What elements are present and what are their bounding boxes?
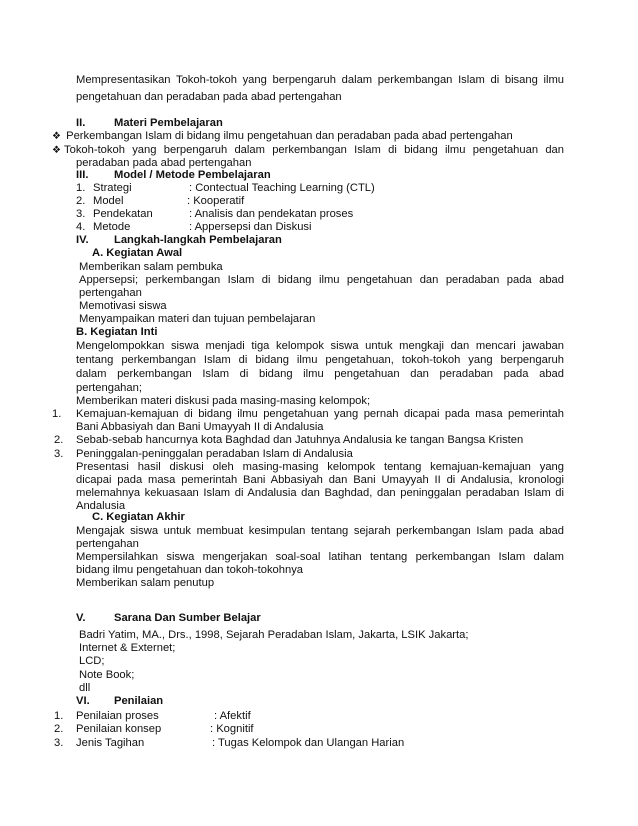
sarana-item: Note Book; — [79, 669, 135, 681]
akhir-line: pertengahan — [76, 538, 139, 550]
sarana-item: LCD; — [79, 655, 105, 667]
inti-list-text: Peninggalan-peninggalan peradaban Islam di Andalusia — [76, 448, 353, 460]
inti-line: melemahnya kekuasaan Islam di Andalusia dan Baghdad, dan peninggalan peradaban Islam di — [76, 487, 564, 499]
model-item-label: Model — [93, 195, 124, 207]
penilaian-item-number: 1. — [54, 710, 64, 722]
inti-line: tentang perkembangan Islam di bidang ilmu pengetahuan, tokoh-tokoh yang berpengaruh — [76, 354, 564, 366]
penilaian-item-number: 3. — [54, 737, 64, 749]
sarana-item: Internet & Externet; — [79, 642, 176, 654]
inti-line: dalam perkembangan Islam di bidang ilmu pengetahuan dan peradaban pada abad — [76, 368, 564, 380]
intro-line-1: Mempresentasikan Tokoh-tokoh yang berpengaruh dalam perkembangan Islam di bisang ilmu — [76, 74, 564, 86]
materi-bullet-1-text: Perkembangan Islam di bidang ilmu pengetahuan dan peradaban pada abad pertengahan — [66, 130, 513, 142]
inti-list-item — [54, 433, 524, 447]
section-iii-heading — [76, 168, 271, 182]
diamond-bullet-icon: ❖ — [52, 131, 61, 142]
awal-line: Appersepsi; perkembangan Islam di bidang ilmu pengetahuan dan peradaban pada abad — [79, 274, 564, 286]
model-item — [76, 181, 375, 195]
model-item-value: : Kooperatif — [187, 195, 245, 207]
materi-bullet-2-line-1: Tokoh-tokoh yang berpengaruh dalam perkembangan Islam di bidang ilmu pengetahuan dan — [64, 144, 564, 156]
section-iii-number: III. — [76, 169, 89, 181]
model-item-value: : Analisis dan pendekatan proses — [189, 208, 354, 220]
materi-bullet-2 — [52, 143, 63, 158]
inti-list-text: Sebab-sebab hancurnya kota Baghdad dan Jatuhnya Andalusia ke tangan Bangsa Kristen — [76, 434, 524, 446]
section-vi-title: Penilaian — [114, 695, 164, 707]
inti-list-item — [52, 407, 61, 421]
kegiatan-inti-heading: B. Kegiatan Inti — [76, 326, 158, 338]
model-item-label: Strategi — [93, 182, 132, 194]
section-vi-heading — [76, 694, 164, 708]
penilaian-item — [54, 736, 405, 750]
sarana-item: Badri Yatim, MA., Drs., 1998, Sejarah Peradaban Islam, Jakarta, LSIK Jakarta; — [79, 629, 469, 641]
section-iii-title: Model / Metode Pembelajaran — [114, 169, 271, 181]
model-item-label: Pendekatan — [93, 208, 153, 220]
penilaian-item-label: Jenis Tagihan — [76, 737, 145, 749]
section-ii-title: Materi Pembelajaran — [114, 117, 223, 129]
section-ii-number: II. — [76, 117, 86, 129]
inti-list-number: 2. — [54, 434, 64, 446]
inti-list-number: 3. — [54, 448, 64, 460]
section-v-title: Sarana Dan Sumber Belajar — [114, 612, 261, 624]
penilaian-item — [54, 709, 251, 723]
sarana-item: dll — [79, 682, 91, 694]
inti-line: dicapai pada masa pemerintah Bani Abbasiyah dan Bani Umayyah II di Andalusia, kronologi — [76, 474, 564, 486]
akhir-line: Mempersilahkan siswa mengerjakan soal-soal latihan tentang perkembangan Islam dalam — [76, 551, 564, 563]
section-iv-number: IV. — [76, 234, 89, 246]
section-v-heading — [76, 611, 261, 625]
section-iv-heading — [76, 233, 282, 247]
section-iv-title: Langkah-langkah Pembelajaran — [114, 234, 282, 246]
section-vi-number: VI. — [76, 695, 90, 707]
penilaian-item-label: Penilaian proses — [76, 710, 159, 722]
inti-list-text: Bani Abbasiyah dan Bani Umayyah II di Andalusia — [76, 421, 324, 433]
intro-line-2: pengetahuan dan peradaban pada abad pertengahan — [76, 91, 342, 103]
model-item — [76, 220, 312, 234]
inti-list-number: 1. — [52, 408, 62, 420]
section-ii-heading — [76, 116, 223, 130]
model-item-label: Metode — [93, 221, 131, 233]
penilaian-item-value: : Kognitif — [210, 723, 254, 735]
model-item-number: 4. — [76, 221, 86, 233]
inti-line: Memberikan materi diskusi pada masing-masing kelompok; — [76, 395, 371, 407]
penilaian-item-number: 2. — [54, 723, 64, 735]
diamond-bullet-icon: ❖ — [52, 145, 61, 156]
inti-list-item — [54, 447, 353, 461]
awal-line: Menyampaikan materi dan tujuan pembelajaran — [79, 313, 316, 325]
akhir-line: bidang ilmu pengetahuan dan tokoh-tokohnya — [76, 564, 304, 576]
materi-bullet-1 — [52, 129, 513, 144]
materi-bullet-2-line-2: peradaban pada abad pertengahan — [76, 157, 252, 169]
model-item-number: 3. — [76, 208, 86, 220]
inti-line: Presentasi hasil diskusi oleh masing-masing kelompok tentang kemajuan-kemajuan yang — [76, 461, 564, 473]
awal-line: Memberikan salam pembuka — [79, 261, 223, 273]
akhir-line: Memberikan salam penutup — [76, 577, 215, 589]
model-item — [76, 207, 354, 221]
inti-line: pertengahan; — [76, 382, 142, 394]
penilaian-item-label: Penilaian konsep — [76, 723, 162, 735]
awal-line: Memotivasi siswa — [79, 300, 167, 312]
inti-line: Mengelompokkan siswa menjadi tiga kelompok siswa untuk mengkaji dan mencari jawaban — [76, 340, 564, 352]
penilaian-item-value: : Afektif — [214, 710, 251, 722]
model-item-number: 2. — [76, 195, 86, 207]
penilaian-item-value: : Tugas Kelompok dan Ulangan Harian — [212, 737, 405, 749]
model-item-value: : Contectual Teaching Learning (CTL) — [189, 182, 375, 194]
model-item-value: : Appersepsi dan Diskusi — [189, 221, 312, 233]
section-v-number: V. — [76, 612, 86, 624]
inti-list-text: Kemajuan-kemajuan di bidang ilmu pengetahuan yang pernah dicapai pada masa pemerintah — [76, 408, 564, 420]
model-item-number: 1. — [76, 182, 86, 194]
penilaian-item — [54, 722, 254, 736]
inti-line: Andalusia — [76, 500, 126, 512]
akhir-line: Mengajak siswa untuk membuat kesimpulan tentang sejarah perkembangan Islam pada abad — [76, 525, 564, 537]
kegiatan-akhir-heading: C. Kegiatan Akhir — [92, 511, 185, 523]
kegiatan-awal-heading: A. Kegiatan Awal — [92, 247, 183, 259]
awal-line: pertengahan — [79, 287, 142, 299]
model-item — [76, 194, 245, 208]
